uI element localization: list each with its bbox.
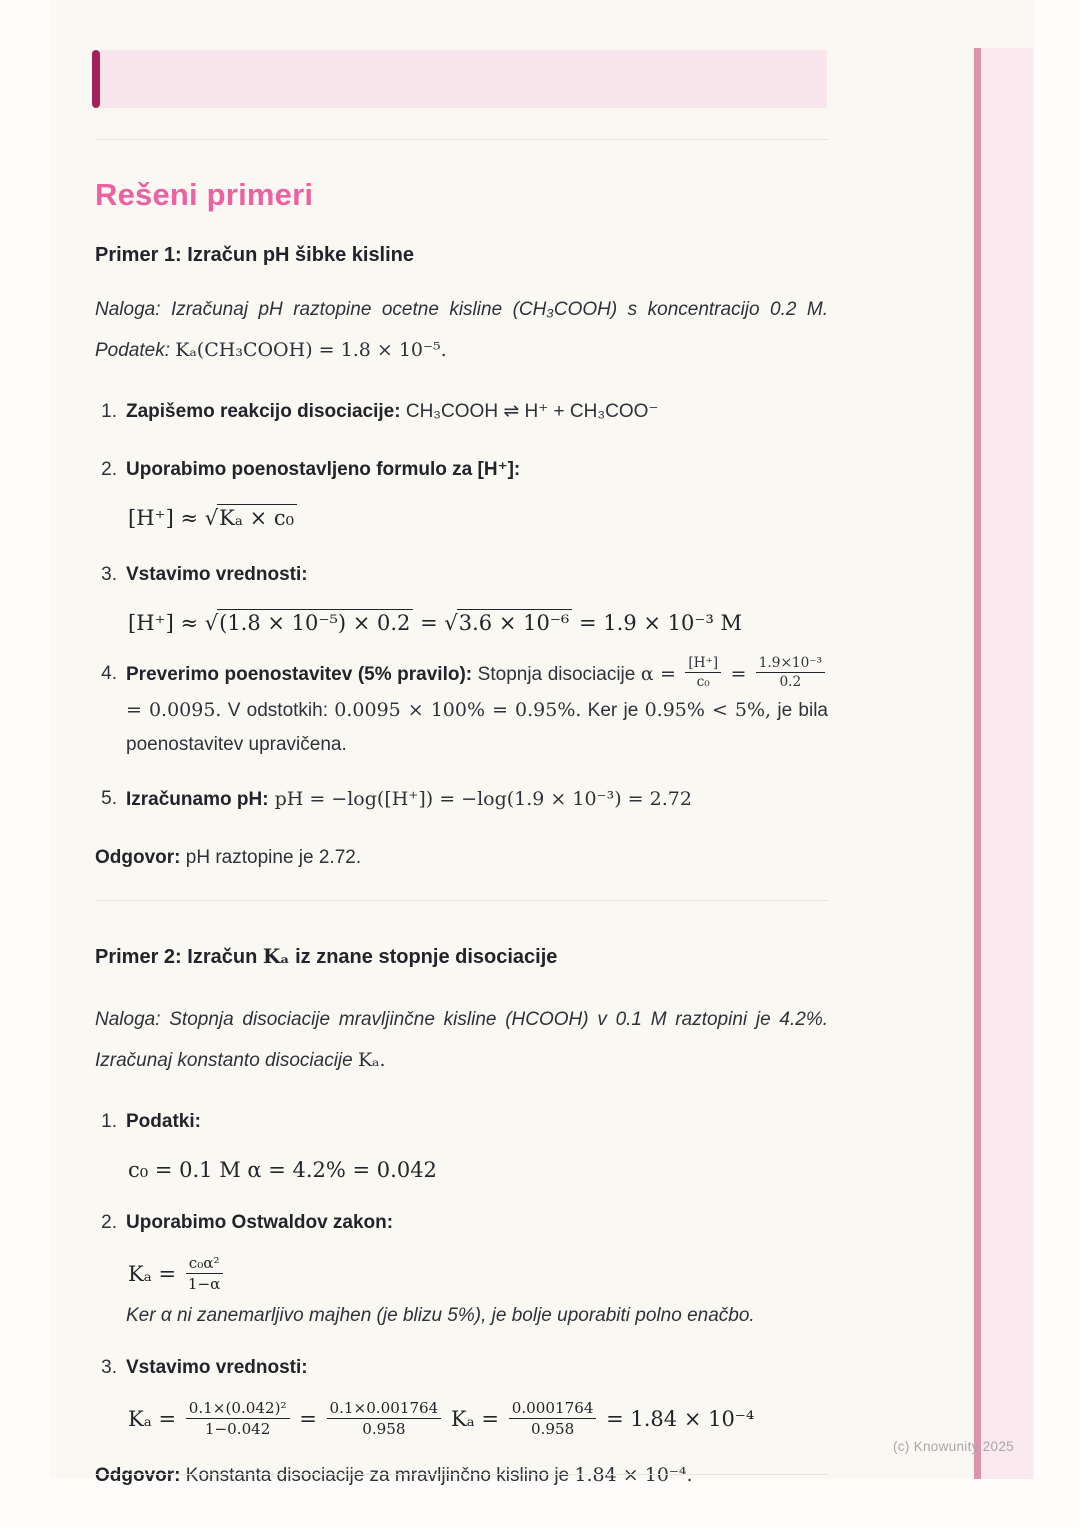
example1-answer bbox=[95, 843, 828, 873]
answer-label: Odgovor: bbox=[95, 846, 181, 868]
example2-answer bbox=[95, 1460, 828, 1491]
display-formula: Kₐ = $\frac{\text{c₀α²}}{1-\alpha}$ bbox=[128, 1256, 828, 1295]
step-body bbox=[126, 1351, 828, 1440]
section-divider bbox=[95, 900, 828, 901]
list-item bbox=[95, 395, 828, 429]
step-body bbox=[126, 782, 828, 817]
right-decorative-rail-edge bbox=[974, 48, 981, 1479]
list-number: 2. bbox=[101, 1211, 117, 1233]
step-label: Vstavimo vrednosti: bbox=[126, 1357, 308, 1379]
example1-title: Primer 1: Izračun pH šibke kisline bbox=[95, 244, 415, 266]
list-item bbox=[95, 1206, 828, 1333]
page-bottom-divider bbox=[95, 1474, 828, 1475]
step-label: Vstavimo vrednosti: bbox=[126, 564, 308, 585]
step-inline-math: CH₃COOH ⇌ H⁺ + CH₃COO⁻ bbox=[400, 401, 659, 422]
step-body bbox=[126, 395, 828, 429]
list-item bbox=[95, 1351, 828, 1440]
list-item bbox=[95, 453, 828, 534]
list-number: 2. bbox=[101, 459, 117, 480]
display-formula: [H⁺] ≈ √Kₐ × c₀ bbox=[128, 503, 828, 534]
answer-label: Odgovor: bbox=[95, 1465, 181, 1487]
list-item bbox=[95, 782, 828, 817]
right-decorative-rail bbox=[981, 48, 1033, 1479]
copyright-watermark: (c) Knowunity 2025 bbox=[893, 1439, 1014, 1454]
example2-title: Primer 2: Izračun Kₐ iz znane stopnje disociacije bbox=[95, 943, 558, 968]
list-number: 4. bbox=[101, 663, 117, 684]
step-label: Zapišemo reakcijo disociacije: bbox=[126, 401, 401, 422]
list-number: 5. bbox=[101, 787, 117, 809]
step-body bbox=[126, 453, 828, 534]
example1-task-text: Naloga: Izračunaj pH raztopine ocetne kisline (CH₃COOH) s koncentracijo 0.2 M. Podatek: Kₐ(CH₃COOH) = 1.8 × 10⁻⁵. bbox=[95, 299, 828, 361]
step-body bbox=[126, 657, 828, 762]
step-body bbox=[126, 558, 828, 639]
answer-text: pH raztopine je 2.72. bbox=[180, 846, 362, 868]
step-note: Ker α ni zanemarljivo majhen (je blizu 5%), je bolje uporabiti polno enačbo. bbox=[126, 1305, 755, 1327]
list-number: 1. bbox=[101, 401, 117, 422]
example2-task-text: Naloga: Stopnja disociacije mravljinčne kisline (HCOOH) v 0.1 M raztopini je 4.2%. Izračunaj konstanto disociacije Kₐ. bbox=[95, 1008, 828, 1071]
section-divider bbox=[95, 139, 828, 140]
list-item bbox=[95, 1105, 828, 1186]
step-label: Podatki: bbox=[126, 1110, 201, 1132]
answer-text: Konstanta disociacije za mravljinčno kislino je 1.84 × 10⁻⁴. bbox=[180, 1464, 693, 1487]
step-label: Izračunamo pH: bbox=[126, 788, 269, 810]
list-item bbox=[95, 558, 828, 639]
step-label: Uporabimo Ostwaldov zakon: bbox=[126, 1211, 394, 1233]
section-heading: Rešeni primeri bbox=[95, 177, 314, 212]
list-number: 3. bbox=[101, 1357, 117, 1379]
list-item bbox=[95, 657, 828, 762]
display-formula: c₀ = 0.1 M α = 4.2% = 0.042 bbox=[128, 1157, 437, 1182]
step-inline-math: Stopnja disociacije α = $\frac{[H^+]}{\text{c₀}}$ = $\frac{\text{1.9×10⁻³}}{0.2}$ = 0.0095. V odstotkih: 0.0095 × 100% = 0.95%. Ker je 0.95% < 5%, je bila poenostavitev upravičena. bbox=[126, 655, 828, 755]
step-inline-math: pH = −log([H⁺]) = −log(1.9 × 10⁻³) = 2.72 bbox=[268, 787, 692, 810]
document-content bbox=[95, 0, 828, 1510]
step-body bbox=[126, 1105, 828, 1186]
list-number: 3. bbox=[101, 564, 117, 585]
step-body bbox=[126, 1206, 828, 1333]
list-number: 1. bbox=[101, 1110, 117, 1132]
step-label: Preverimo poenostavitev (5% pravilo): bbox=[126, 664, 473, 685]
display-formula: Kₐ = $\frac{\text{0.1×(0.042)²}}{1-0.042}$ = $\frac{0.1\times 0.001764}{0.958}$ Kₐ = $\frac{0.0001764}{0.958}$ = 1.84 × 10⁻⁴ bbox=[128, 1399, 755, 1439]
display-formula: [H⁺] ≈ √(1.8 × 10⁻⁵) × 0.2 = √3.6 × 10⁻⁶ = 1.9 × 10⁻³ M bbox=[128, 611, 743, 635]
step-label: Uporabimo poenostavljeno formulo za [H⁺]: bbox=[126, 459, 521, 480]
